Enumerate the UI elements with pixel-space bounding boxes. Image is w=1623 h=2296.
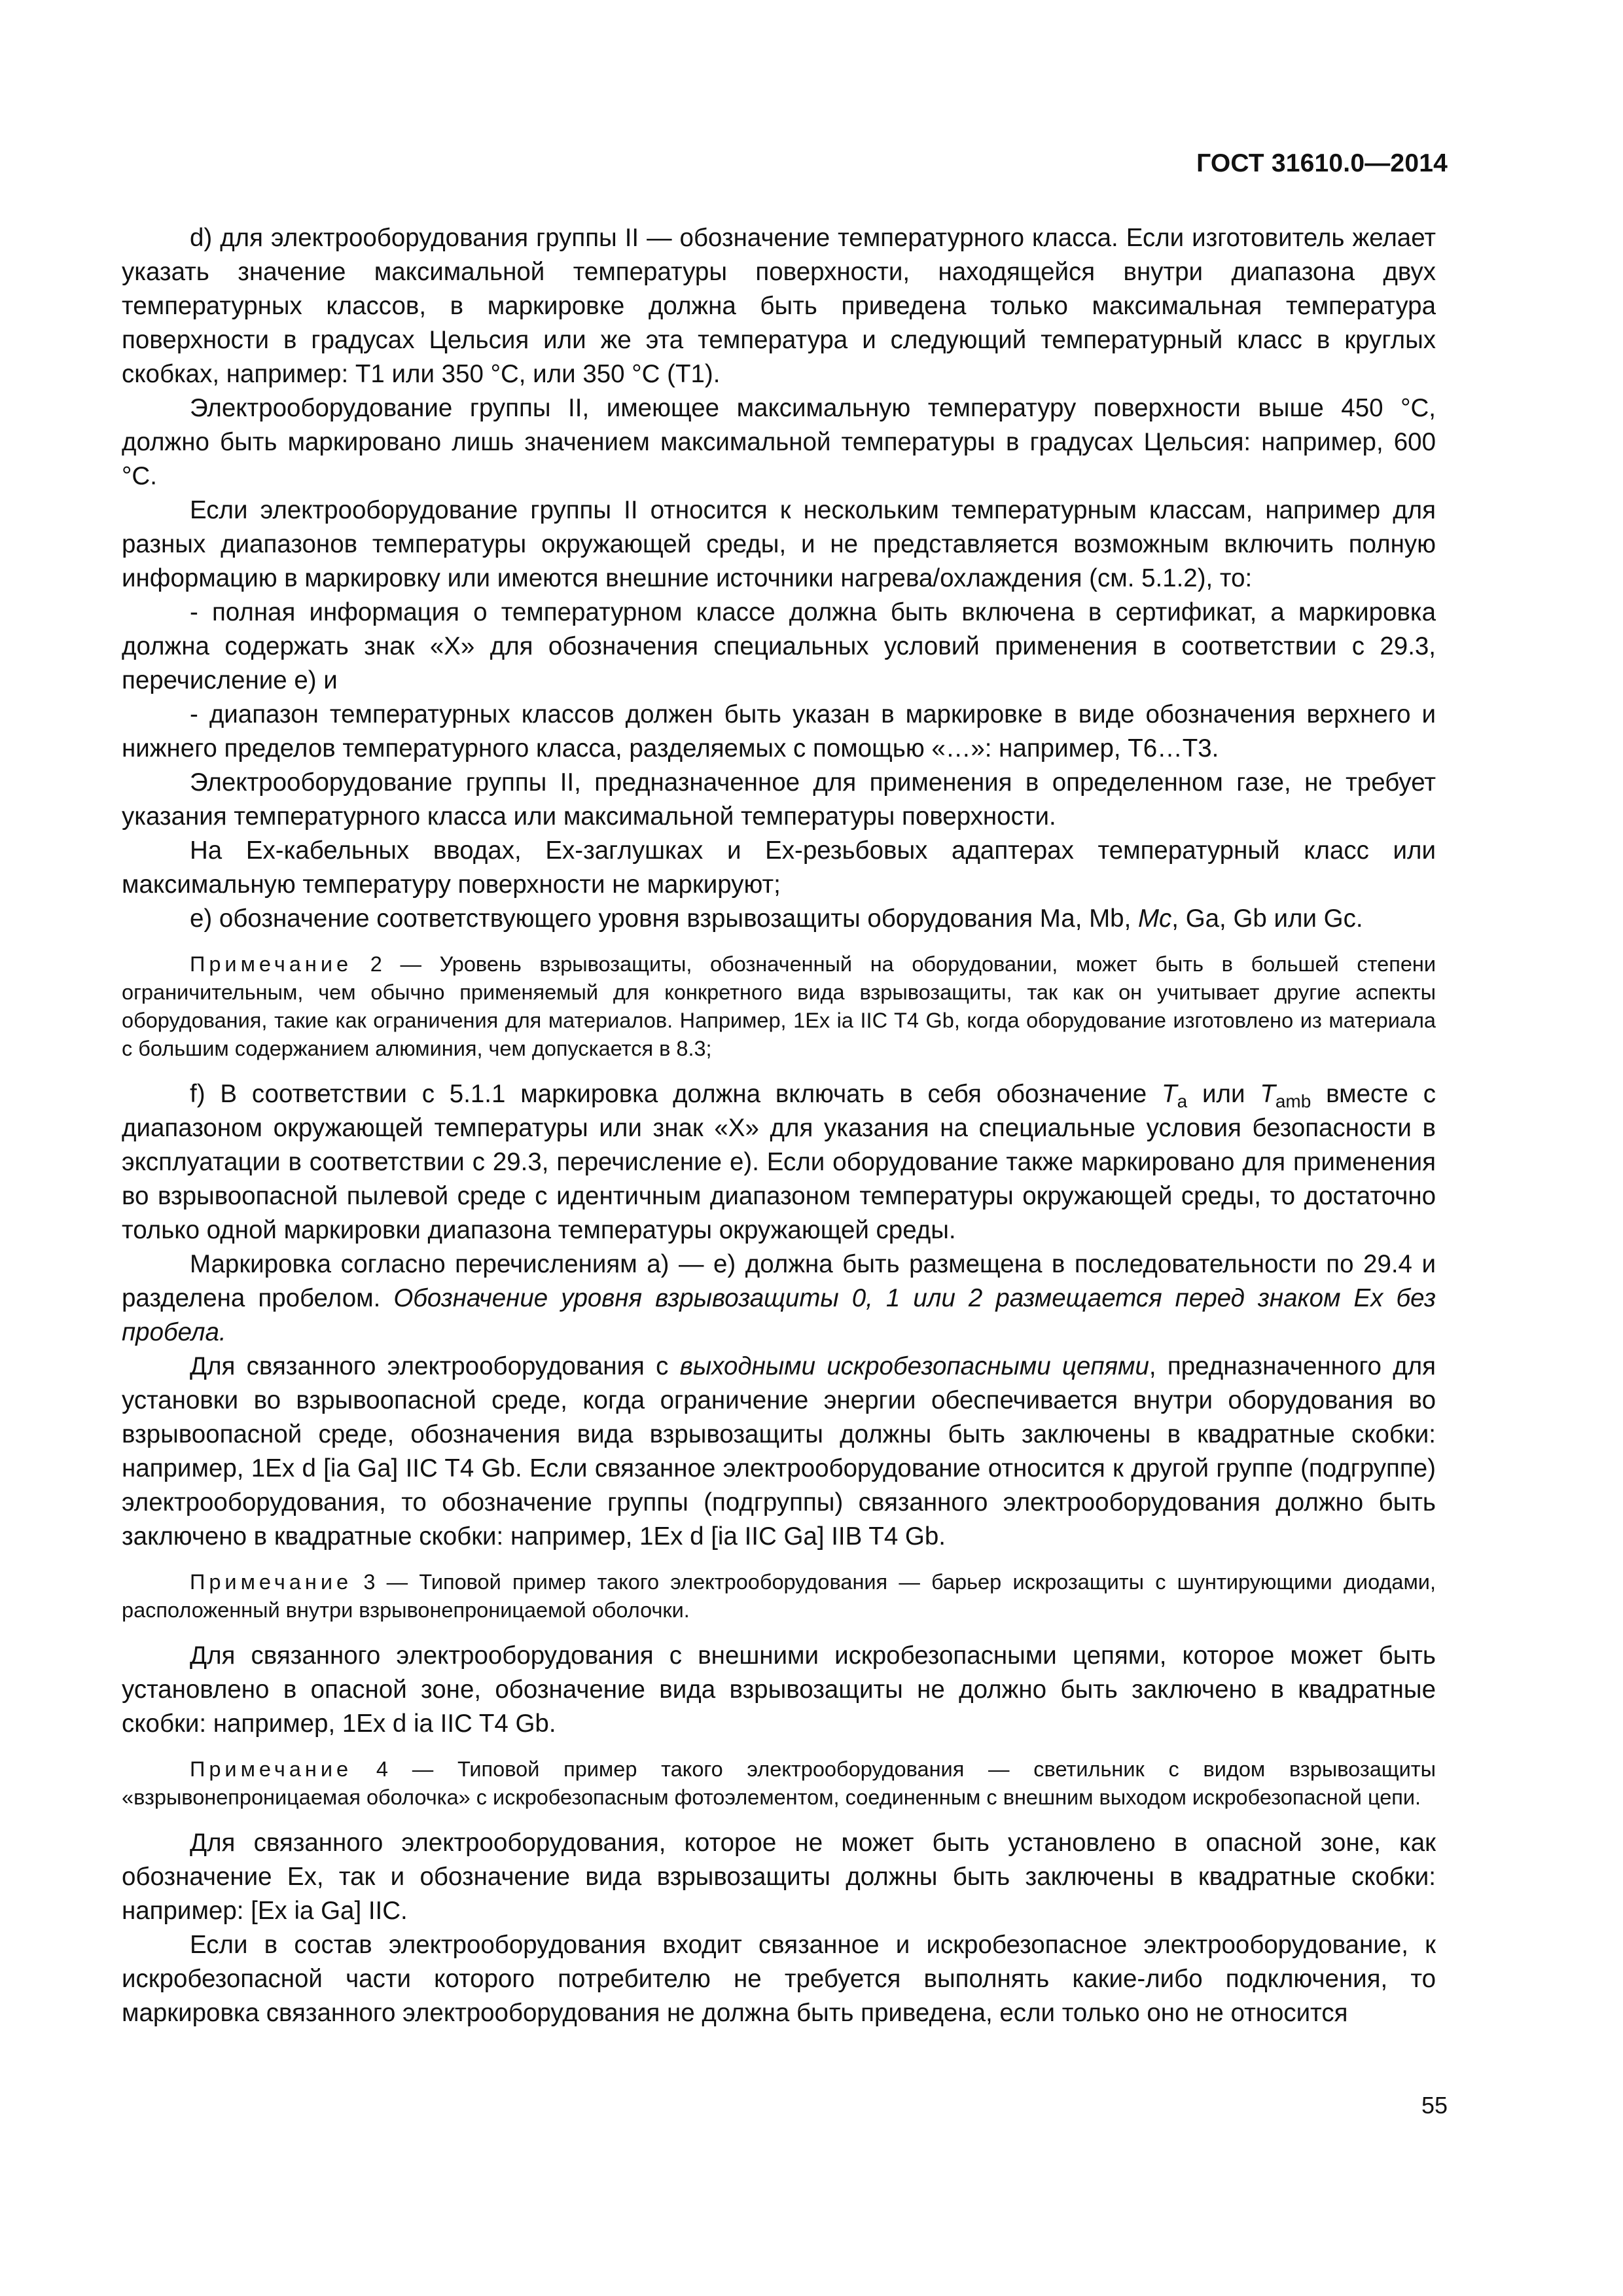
note-2-text: 2 — Уровень взрывозащиты, обозначенный на оборудовании, может быть в большей степени ограничительным, чем обычно применяемый для конкретного вида взрывозащиты, так как он учитывает другие аспекты оборудования, такие как ограничения для материалов. Например, 1Ex ia IIC T4 Gb, когда оборудование изготовлено из материала с большим содержанием алюминия, чем допускается в 8.3; bbox=[122, 952, 1436, 1060]
paragraph-not-in-hazardous-zone: Для связанного электрооборудования, которое не может быть установлено в опасной зоне, как обозначение Ex, так и обозначение вида взрывозащиты должны быть заключены в квадратные скобки: например: [Ex ia Ga] IIC. bbox=[122, 1829, 1436, 1925]
paragraph-associated-output-italic: выходными искробезопасными цепями bbox=[679, 1352, 1149, 1380]
note-3-label: Примечание bbox=[190, 1570, 353, 1594]
note-2-label: Примечание bbox=[190, 952, 353, 976]
symbol-ta: T bbox=[1162, 1080, 1177, 1108]
paragraph-e-text: е) обозначение соответствующего уровня взрывозащиты оборудования Ма, Mb, bbox=[190, 905, 1138, 933]
paragraph-marking-order bbox=[122, 1247, 1436, 1350]
paragraph-f-b: вместе с диапазоном окружающей температуры или знак «X» для указания на специальные условия безопасности в эксплуатации в соответствии с 29.3, перечисление е). Если оборудование также маркировано для применения во взрывоопасной пылевой среде с идентичным диапазоном температуры окружающей среды, то достаточно только одной маркировки диапазона температуры окружающей среды. bbox=[122, 1080, 1436, 1244]
list-item-class-range: - диапазон температурных классов должен быть указан в маркировке в виде обозначения верхнего и нижнего пределов температурного класса, разделяемых с помощью «…»: например, Т6…Т3. bbox=[122, 700, 1436, 762]
symbol-ta-subscript: a bbox=[1177, 1091, 1188, 1111]
note-4-label: Примечание bbox=[190, 1757, 353, 1781]
paragraph-associated-output bbox=[122, 1350, 1436, 1554]
paragraph-associated-output-b: , предназначенного для установки во взрывоопасной среде, когда ограничение энергии обеспечивается внутри оборудования во взрывоопасной среде, обозначения вида взрывозащиты должны быть заключены в квадратные скобки: например, 1Ex d [ia Ga] IIC T4 Gb. Если связанное электрооборудование относится к другой группе (подгруппе) электрооборудования, то обозначение группы (подгруппы) связанного электрооборудования должно быть заключено в квадратные скобки: например, 1Ex d [ia IIC Ga] IIB T4 Gb. bbox=[122, 1352, 1436, 1551]
page-number: 55 bbox=[1421, 2092, 1448, 2119]
paragraph-d-temperature-class: d) для электрооборудования группы II — обозначение температурного класса. Если изготовитель желает указать значение максимальной температуры поверхности, находящейся внутри диапазона двух температурных классов, в маркировке должна быть приведена только максимальная температура поверхности в градусах Цельсия или же эта температура и следующий температурный класс в круглых скобках, например: Т1 или 350 °С, или 350 °С (Т1). bbox=[122, 224, 1436, 388]
paragraph-specific-gas: Электрооборудование группы II, предназначенное для применения в определенном газе, не требует указания температурного класса или максимальной температуры поверхности. bbox=[122, 768, 1436, 831]
paragraph-marking-order-italic: Обозначение уровня взрывозащиты 0, 1 или 2 размещается перед знаком Ex без пробела. bbox=[122, 1284, 1436, 1346]
paragraph-composition: Если в состав электрооборудования входит связанное и искробезопасное электрооборудование, к искробезопасной части которого потребителю не требуется выполнять какие-либо подключения, то маркировка связанного электрооборудования не должна быть приведена, если только оно не относится bbox=[122, 1931, 1436, 2027]
note-2 bbox=[122, 950, 1436, 1063]
paragraph-group-ii-450: Электрооборудование группы II, имеющее максимальную температуру поверхности выше 450 °С, должно быть маркировано лишь значением максимальной температуры в градусах Цельсия: например, 600 °С. bbox=[122, 394, 1436, 490]
list-item-certificate: - полная информация о температурном классе должна быть включена в сертификат, а маркировка должна содержать знак «X» для обозначения специальных условий применения в соответствии с 29.3, перечисление е) и bbox=[122, 598, 1436, 694]
note-3 bbox=[122, 1568, 1436, 1624]
note-3-text: 3 — Типовой пример такого электрооборудования — барьер искрозащиты с шунтирующими диодами, расположенный внутри взрывонепроницаемой оболочки. bbox=[122, 1570, 1436, 1622]
paragraph-marking-order-text: Маркировка согласно перечислениям а) — е) должна быть размещена в последовательности по 29.4 и разделена пробелом. bbox=[122, 1250, 1436, 1312]
paragraph-cable-glands: На Ex-кабельных вводах, Ex-заглушках и Ex-резьбовых адаптерах температурный класс или максимальную температуру поверхности не маркируют; bbox=[122, 836, 1436, 899]
document-number-header: ГОСТ 31610.0—2014 bbox=[1196, 149, 1448, 177]
paragraph-e-protection-level bbox=[122, 902, 1436, 936]
note-4-text: 4 — Типовой пример такого электрооборудования — светильник с видом взрывозащиты «взрывонепроницаемая оболочка» с искробезопасным фотоэлементом, соединенным с внешним выходом искробезопасной цепи. bbox=[122, 1757, 1436, 1809]
paragraph-several-classes: Если электрооборудование группы II относится к нескольким температурным классам, например для разных диапазонов температуры окружающей среды, и не представляется возможным включить полную информацию в маркировку или имеются внешние источники нагрева/охлаждения (см. 5.1.2), то: bbox=[122, 496, 1436, 592]
note-4 bbox=[122, 1755, 1436, 1812]
paragraph-e-italic: Мс bbox=[1137, 905, 1172, 933]
symbol-tamb: T bbox=[1260, 1080, 1275, 1108]
paragraph-f-or: или bbox=[1187, 1080, 1260, 1108]
document-body bbox=[122, 221, 1436, 2030]
paragraph-associated-output-a: Для связанного электрооборудования с bbox=[190, 1352, 680, 1380]
paragraph-f-ambient bbox=[122, 1077, 1436, 1247]
symbol-tamb-subscript: amb bbox=[1275, 1091, 1311, 1111]
paragraph-f-a: f) В соответствии с 5.1.1 маркировка должна включать в себя обозначение bbox=[190, 1080, 1162, 1108]
paragraph-e-tail: , Ga, Gb или Gc. bbox=[1171, 905, 1363, 933]
paragraph-external-circuits: Для связанного электрооборудования с внешними искробезопасными цепями, которое может быть установлено в опасной зоне, обозначение вида взрывозащиты не должно быть заключено в квадратные скобки: например, 1Ex d ia IIC T4 Gb. bbox=[122, 1641, 1436, 1738]
